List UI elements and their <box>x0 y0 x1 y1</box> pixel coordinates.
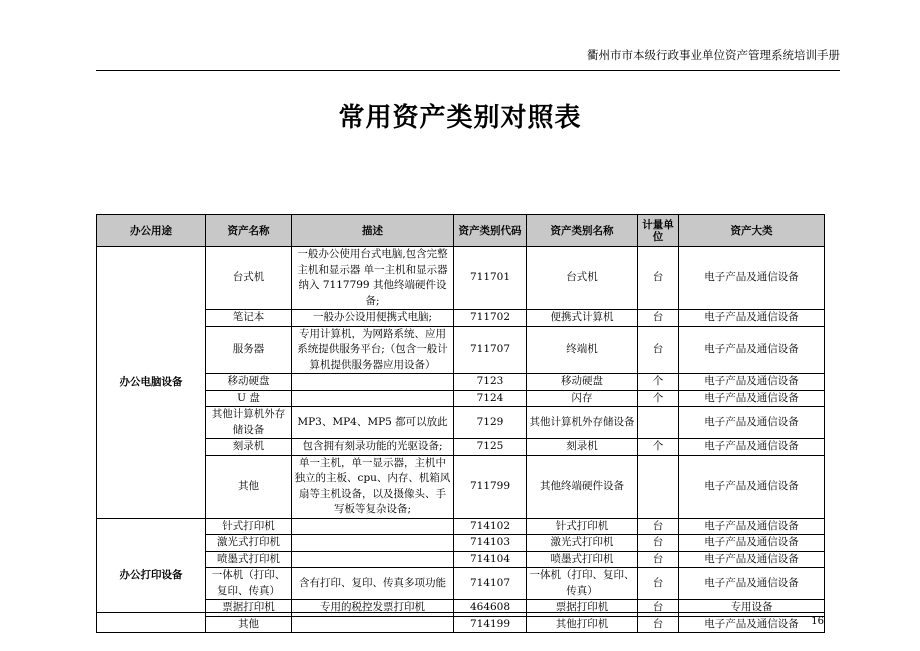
cell-unit: 台 <box>638 551 679 568</box>
cell-category-code: 7129 <box>454 407 527 439</box>
cell-category-code: 714199 <box>454 616 527 633</box>
cell-asset-name: 笔记本 <box>206 310 292 327</box>
cell-usage-group: 办公电脑设备 <box>97 247 206 519</box>
cell-major-category: 电子产品及通信设备 <box>679 568 825 600</box>
cell-major-category: 电子产品及通信设备 <box>679 535 825 552</box>
cell-category-name: 移动硬盘 <box>527 374 638 391</box>
cell-unit: 台 <box>638 310 679 327</box>
cell-unit: 台 <box>638 518 679 535</box>
cell-major-category: 电子产品及通信设备 <box>679 518 825 535</box>
cell-category-code: 714107 <box>454 568 527 600</box>
table-row <box>97 326 825 374</box>
cell-asset-name: 一体机（打印、复印、传真） <box>206 568 292 600</box>
page-number: 16 <box>811 616 824 627</box>
cell-asset-name: 激光式打印机 <box>206 535 292 552</box>
cell-major-category: 电子产品及通信设备 <box>679 247 825 310</box>
cell-major-category: 电子产品及通信设备 <box>679 407 825 439</box>
cell-asset-name: 其他 <box>206 616 292 633</box>
cell-major-category: 电子产品及通信设备 <box>679 439 825 456</box>
cell-category-name: 票据打印机 <box>527 600 638 617</box>
cell-usage-group: 办公打印设备 <box>97 518 206 633</box>
cell-description: 专用计算机，为网路系统、应用系统提供服务平台;（包含一般计算机提供服务器应用设备） <box>292 326 454 374</box>
cell-unit: 台 <box>638 535 679 552</box>
table-row <box>97 439 825 456</box>
cell-category-name: 喷墨式打印机 <box>527 551 638 568</box>
cell-major-category: 电子产品及通信设备 <box>679 390 825 407</box>
cell-unit: 个 <box>638 390 679 407</box>
cell-major-category: 电子产品及通信设备 <box>679 455 825 518</box>
column-header-unit: 计量单位 <box>638 215 679 247</box>
column-header-asset-name: 资产名称 <box>206 215 292 247</box>
column-header-usage: 办公用途 <box>97 215 206 247</box>
cell-category-name: 便携式计算机 <box>527 310 638 327</box>
cell-category-name: 其他终端硬件设备 <box>527 455 638 518</box>
table-row <box>97 247 825 310</box>
cell-unit <box>638 455 679 518</box>
column-header-major-category: 资产大类 <box>679 215 825 247</box>
cell-category-name: 激光式打印机 <box>527 535 638 552</box>
table-row <box>97 518 825 535</box>
document-title: 常用资产类别对照表 <box>338 103 582 133</box>
column-header-category-name: 资产类别名称 <box>527 215 638 247</box>
cell-major-category: 专用设备 <box>679 600 825 617</box>
cell-unit: 台 <box>638 600 679 617</box>
cell-description: MP3、MP4、MP5 都可以放此 <box>292 407 454 439</box>
table-row <box>97 407 825 439</box>
table-header-row <box>97 215 825 247</box>
cell-description <box>292 390 454 407</box>
cell-category-name: 其他打印机 <box>527 616 638 633</box>
cell-category-code: 714104 <box>454 551 527 568</box>
cell-description: 一般办公设用便携式电脑; <box>292 310 454 327</box>
cell-description <box>292 374 454 391</box>
cell-category-code: 711701 <box>454 247 527 310</box>
column-header-category-code: 资产类别代码 <box>454 215 527 247</box>
cell-category-code: 711799 <box>454 455 527 518</box>
cell-category-code: 464608 <box>454 600 527 617</box>
cell-unit: 个 <box>638 439 679 456</box>
cell-category-name: 针式打印机 <box>527 518 638 535</box>
cell-asset-name: 移动硬盘 <box>206 374 292 391</box>
cell-description: 专用的税控发票打印机 <box>292 600 454 617</box>
cell-category-code: 714102 <box>454 518 527 535</box>
page-footer <box>96 612 824 633</box>
cell-asset-name: 针式打印机 <box>206 518 292 535</box>
cell-category-code: 7123 <box>454 374 527 391</box>
cell-description <box>292 535 454 552</box>
cell-major-category: 电子产品及通信设备 <box>679 374 825 391</box>
table-row <box>97 374 825 391</box>
table-row <box>97 535 825 552</box>
table-row <box>97 551 825 568</box>
cell-category-code: 711707 <box>454 326 527 374</box>
cell-unit <box>638 407 679 439</box>
cell-asset-name: 服务器 <box>206 326 292 374</box>
table-row <box>97 455 825 518</box>
cell-asset-name: 票据打印机 <box>206 600 292 617</box>
cell-category-name: 台式机 <box>527 247 638 310</box>
cell-category-name: 一体机（打印、复印、传真） <box>527 568 638 600</box>
table-row <box>97 390 825 407</box>
cell-category-name: 闪存 <box>527 390 638 407</box>
cell-asset-name: 刻录机 <box>206 439 292 456</box>
cell-unit: 台 <box>638 568 679 600</box>
asset-category-table <box>96 214 825 633</box>
column-header-description: 描述 <box>292 215 454 247</box>
table-row <box>97 568 825 600</box>
cell-asset-name: 喷墨式打印机 <box>206 551 292 568</box>
cell-description: 单一主机，单一显示器，主机中独立的主板、cpu、内存、机箱风扇等主机设备，以及摄像头、手写板等复杂设备; <box>292 455 454 518</box>
header-text: 衢州市市本级行政事业单位资产管理系统培训手册 <box>587 48 840 62</box>
cell-category-code: 714103 <box>454 535 527 552</box>
cell-major-category: 电子产品及通信设备 <box>679 310 825 327</box>
cell-description <box>292 518 454 535</box>
cell-major-category: 电子产品及通信设备 <box>679 551 825 568</box>
cell-category-code: 7125 <box>454 439 527 456</box>
cell-description: 含有打印、复印、传真多项功能 <box>292 568 454 600</box>
cell-description: 一般办公使用台式电脑,包含完整主机和显示器 单一主机和显示器纳入 7117799 其他终端硬件设备; <box>292 247 454 310</box>
table-row <box>97 310 825 327</box>
cell-asset-name: U 盘 <box>206 390 292 407</box>
cell-category-code: 7124 <box>454 390 527 407</box>
cell-major-category: 电子产品及通信设备 <box>679 616 825 633</box>
cell-asset-name: 其他计算机外存储设备 <box>206 407 292 439</box>
cell-category-code: 711702 <box>454 310 527 327</box>
cell-asset-name: 其他 <box>206 455 292 518</box>
cell-unit: 台 <box>638 616 679 633</box>
cell-unit: 台 <box>638 326 679 374</box>
page-header <box>96 48 840 71</box>
cell-category-name: 其他计算机外存储设备 <box>527 407 638 439</box>
cell-unit: 个 <box>638 374 679 391</box>
cell-category-name: 刻录机 <box>527 439 638 456</box>
cell-description <box>292 551 454 568</box>
table-body <box>97 247 825 633</box>
cell-unit: 台 <box>638 247 679 310</box>
cell-asset-name: 台式机 <box>206 247 292 310</box>
cell-description: 包含拥有刻录功能的光驱设备; <box>292 439 454 456</box>
cell-major-category: 电子产品及通信设备 <box>679 326 825 374</box>
cell-category-name: 终端机 <box>527 326 638 374</box>
